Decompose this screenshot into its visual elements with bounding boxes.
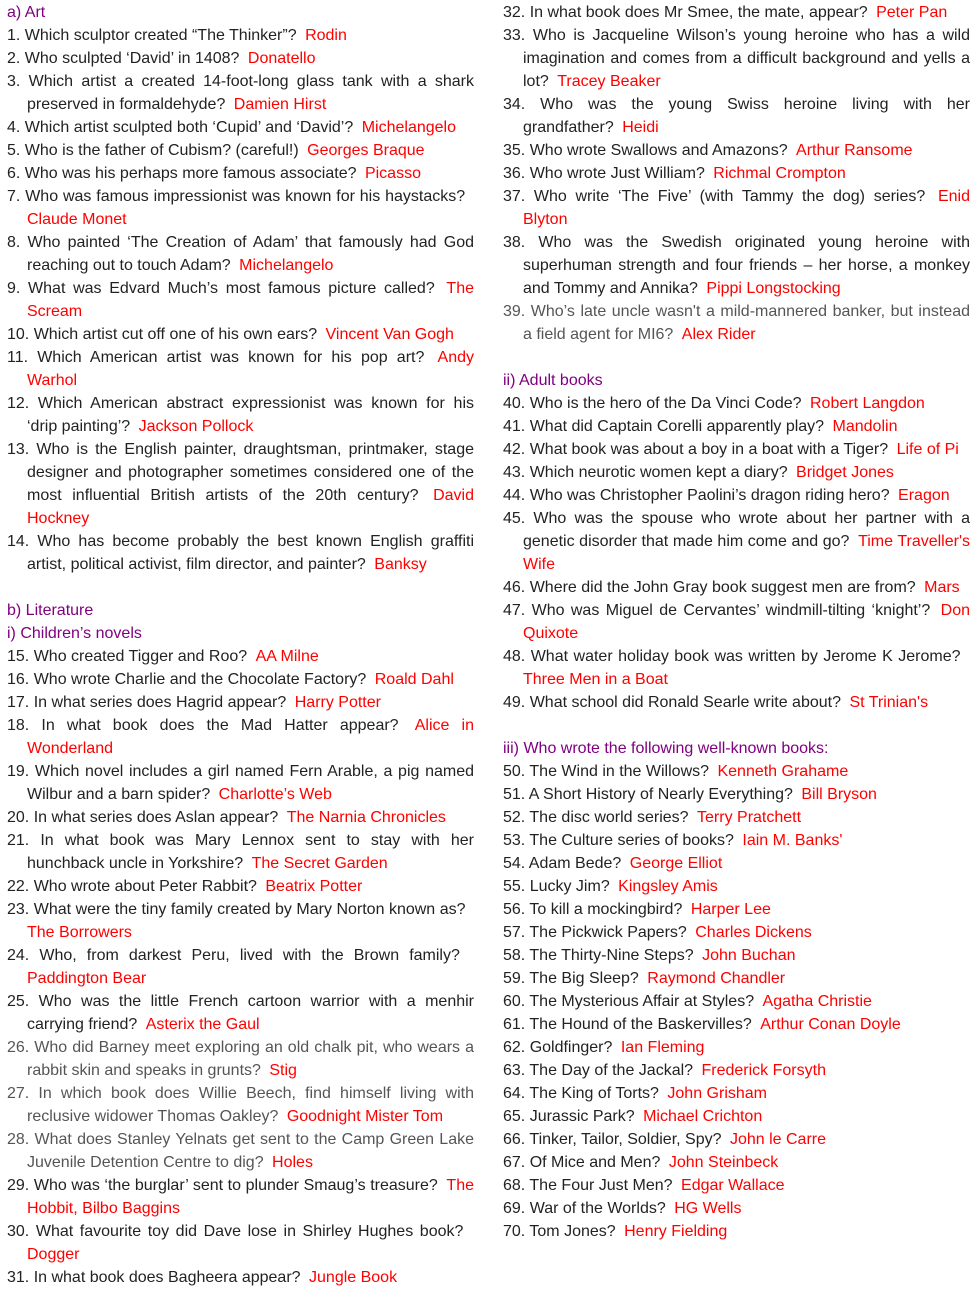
answer-text: John Grisham [667,1085,767,1102]
answer-text: The Hobbit, Bilbo Baggins [27,1177,474,1217]
question-item [503,1,970,24]
question-item [503,576,970,599]
question-item [7,116,474,139]
answer-text: Mandolin [832,418,898,435]
question-text: 3. Which artist a created 14-foot-long glass tank with a shark preserved in formaldehyde? [7,73,474,113]
question-text: 48. What water holiday book was written by Jerome K Jerome? [503,648,961,665]
question-text: 8. Who painted ‘The Creation of Adam’ that famously had God reaching out to touch Adam? [7,234,474,274]
question-item [503,806,970,829]
spacer [7,576,474,599]
answer-text: Roald Dahl [374,671,454,688]
question-text: 6. Who was his perhaps more famous associate? [7,165,357,182]
answer-text: AA Milne [255,648,319,665]
answer-text: Pippi Longstocking [706,280,841,297]
question-item [503,760,970,783]
answer-text: Bridget Jones [796,464,894,481]
answer-text: Alice in Wonderland [27,717,475,757]
answer-text: Charles Dickens [695,924,812,941]
answer-text: The Borrowers [27,924,132,941]
question-text: 1. Which sculptor created “The Thinker”? [7,27,297,44]
question-text: 26. Who did Barney meet exploring an old chalk pit, who wears a rabbit skin and speaks in grunts? [7,1039,474,1079]
question-item [7,185,474,231]
answer-text: Mars [924,579,960,596]
question-text: 59. The Big Sleep? [503,970,639,987]
answer-text: Paddington Bear [27,970,147,987]
question-item [7,231,474,277]
question-text: 44. Who was Christopher Paolini’s dragon riding hero? [503,487,890,504]
answer-text: David Hockney [27,487,474,527]
question-item [503,1128,970,1151]
question-text: 40. Who is the hero of the Da Vinci Code? [503,395,802,412]
question-item [503,300,970,346]
answer-text: Stig [269,1062,297,1079]
question-text: 7. Who was famous impressionist was known for his haystacks? [7,188,466,205]
question-text: 22. Who wrote about Peter Rabbit? [7,878,257,895]
answer-text: John Buchan [702,947,796,964]
question-text: 29. Who was ‘the burglar’ sent to plunder Smaug’s treasure? [7,1177,438,1194]
question-text: 46. Where did the John Gray book suggest men are from? [503,579,916,596]
answer-text: Donatello [247,50,316,67]
question-item [7,530,474,576]
question-text: 32. In what book does Mr Smee, the mate, appear? [503,4,868,21]
question-text: 31. In what book does Bagheera appear? [7,1269,301,1286]
question-item [503,392,970,415]
answer-text: Picasso [364,165,421,182]
section-heading: ii) Adult books [503,372,603,389]
question-text: 58. The Thirty-Nine Steps? [503,947,694,964]
question-text: 49. What school did Ronald Searle write about? [503,694,841,711]
answer-text: Eragon [898,487,950,504]
question-text: 47. Who was Miguel de Cervantes’ windmill-tilting ‘knight’? [503,602,931,619]
question-text: 52. The disc world series? [503,809,689,826]
question-item [7,1266,474,1289]
answer-text: Enid Blyton [523,188,970,228]
question-text: 60. The Mysterious Affair at Styles? [503,993,755,1010]
question-item [7,645,474,668]
question-item [7,1036,474,1082]
question-item [503,24,970,93]
question-text: 50. The Wind in the Willows? [503,763,710,780]
answer-text: Goodnight Mister Tom [286,1108,444,1125]
answer-text: Asterix the Gaul [145,1016,260,1033]
question-item [503,829,970,852]
answer-text: Rodin [305,27,347,44]
answer-text: HG Wells [674,1200,742,1217]
question-text: 64. The King of Torts? [503,1085,659,1102]
answer-text: Vincent Van Gogh [325,326,454,343]
question-text: 51. A Short History of Nearly Everything? [503,786,793,803]
answer-text: The Scream [27,280,474,320]
question-text: 63. The Day of the Jackal? [503,1062,694,1079]
question-item [7,1174,474,1220]
question-item [7,70,474,116]
answer-text: Harry Potter [294,694,381,711]
question-text: 70. Tom Jones? [503,1223,616,1240]
question-item [7,668,474,691]
answer-text: Damien Hirst [233,96,327,113]
question-text: 11. Which American artist was known for his pop art? [7,349,425,366]
answer-text: The Narnia Chronicles [286,809,446,826]
answer-text: Ian Fleming [620,1039,705,1056]
question-text: 34. Who was the young Swiss heroine living with her grandfather? [503,96,970,136]
question-item [7,806,474,829]
question-item [503,1220,970,1243]
answer-text: The Secret Garden [251,855,388,872]
answer-text: Michael Crichton [643,1108,763,1125]
question-text: 56. To kill a mockingbird? [503,901,683,918]
question-text: 16. Who wrote Charlie and the Chocolate Factory? [7,671,367,688]
question-text: 12. Which American abstract expressionist was known for his ‘drip painting’? [7,395,474,435]
answer-text: Three Men in a Boat [523,671,668,688]
question-item [7,47,474,70]
question-text: 30. What favourite toy did Dave lose in Shirley Hughes book? [7,1223,464,1240]
answer-text: Banksy [374,556,427,573]
question-text: 66. Tinker, Tailor, Soldier, Spy? [503,1131,722,1148]
section-heading: b) Literature [7,602,94,619]
question-item [7,691,474,714]
question-item [503,1105,970,1128]
answer-text: Dogger [27,1246,80,1263]
question-text: 25. Who was the little French cartoon warrior with a menhir carrying friend? [7,993,474,1033]
question-item [503,1174,970,1197]
question-item [7,139,474,162]
answer-text: St Trinian's [849,694,929,711]
question-item [503,185,970,231]
question-text: 20. In what series does Aslan appear? [7,809,279,826]
answer-text: Tracey Beaker [557,73,661,90]
question-item [503,921,970,944]
answer-text: John le Carre [729,1131,826,1148]
answer-text: Beatrix Potter [265,878,363,895]
question-text: 33. Who is Jacqueline Wilson’s young heroine who has a wild imagination and comes from a difficult background and yells a lot? [503,27,970,90]
question-text: 28. What does Stanley Yelnats get sent to the Camp Green Lake Juvenile Detention Centre to dig? [7,1131,474,1171]
section-heading: a) Art [7,4,46,21]
question-text: 24. Who, from darkest Peru, lived with the Brown family? [7,947,460,964]
answer-text: Michelangelo [361,119,456,136]
question-item [7,714,474,760]
question-item [503,507,970,576]
answer-text: Holes [272,1154,313,1171]
answer-text: Kingsley Amis [618,878,718,895]
question-text: 57. The Pickwick Papers? [503,924,687,941]
question-text: 53. The Culture series of books? [503,832,734,849]
question-item [503,1151,970,1174]
question-item [503,139,970,162]
question-text: 61. The Hound of the Baskervilles? [503,1016,752,1033]
question-item [503,93,970,139]
question-text: 39. Who’s late uncle wasn't a mild-mannered banker, but instead a field agent for MI6? [503,303,970,343]
answer-text: John Steinbeck [668,1154,779,1171]
answer-text: Edgar Wallace [681,1177,785,1194]
question-item [7,438,474,530]
answer-text: Time Traveller's Wife [523,533,971,573]
question-item [7,162,474,185]
question-text: 41. What did Captain Corelli apparently play? [503,418,825,435]
question-item [7,1220,474,1266]
question-text: 15. Who created Tigger and Roo? [7,648,248,665]
answer-text: Arthur Ransome [796,142,913,159]
question-item [503,484,970,507]
answer-text: Richmal Crompton [713,165,846,182]
question-item [7,1128,474,1174]
question-item [503,783,970,806]
question-item [503,461,970,484]
question-text: 5. Who is the father of Cubism? (careful!) [7,142,299,159]
question-text: 38. Who was the Swedish originated young heroine with superhuman strength and four friends – her horse, a monkey and Tommy and Annika? [503,234,970,297]
question-text: 55. Lucky Jim? [503,878,610,895]
question-item [503,1059,970,1082]
question-item [503,599,970,645]
question-text: 68. The Four Just Men? [503,1177,673,1194]
answer-text: Harper Lee [690,901,771,918]
question-text: 9. What was Edvard Much’s most famous picture called? [7,280,435,297]
question-text: 18. In what book does the Mad Hatter appear? [7,717,399,734]
answer-text: Alex Rider [681,326,756,343]
question-item [7,760,474,806]
question-text: 69. War of the Worlds? [503,1200,666,1217]
question-text: 10. Which artist cut off one of his own ears? [7,326,318,343]
answer-text: Peter Pan [876,4,948,21]
question-item [7,944,474,990]
section-heading: i) Children’s novels [7,625,142,642]
question-item [503,415,970,438]
question-text: 14. Who has become probably the best known English graffiti artist, political activist, film director, and painter? [7,533,474,573]
question-item [7,392,474,438]
question-text: 27. In which book does Willie Beech, find himself living with reclusive widower Thomas Oakley? [7,1085,474,1125]
question-item [503,1013,970,1036]
answer-text: Terry Pratchett [697,809,802,826]
answer-text: Henry Fielding [624,1223,728,1240]
spacer [503,346,970,369]
question-item [7,346,474,392]
answer-text: Jungle Book [309,1269,398,1286]
question-text: 2. Who sculpted ‘David’ in 1408? [7,50,240,67]
question-text: 13. Who is the English painter, draughtsman, printmaker, stage designer and photographer sometimes considered one of the most influential British artists of the 20th century? [7,441,474,504]
answer-text: Robert Langdon [810,395,925,412]
question-item [7,875,474,898]
answer-text: Heidi [622,119,659,136]
question-item [503,231,970,300]
question-text: 62. Goldfinger? [503,1039,613,1056]
section-heading: iii) Who wrote the following well-known books: [503,740,829,757]
answer-text: Frederick Forsyth [701,1062,826,1079]
question-item [503,1082,970,1105]
question-text: 4. Which artist sculpted both ‘Cupid’ and ‘David’? [7,119,354,136]
question-text: 54. Adam Bede? [503,855,622,872]
question-item [7,1082,474,1128]
question-text: 45. Who was the spouse who wrote about her partner with a genetic disorder that made him come and go? [503,510,970,550]
answer-text: Arthur Conan Doyle [760,1016,901,1033]
question-text: 37. Who write ‘The Five’ (with Tammy the dog) series? [503,188,926,205]
spacer [503,714,970,737]
question-item [503,1036,970,1059]
question-item [503,1197,970,1220]
question-item [7,898,474,944]
answer-text: Kenneth Grahame [717,763,849,780]
question-item [503,875,970,898]
question-text: 35. Who wrote Swallows and Amazons? [503,142,788,159]
answer-text: Andy Warhol [27,349,474,389]
question-item [503,438,970,461]
right-column [503,1,970,1243]
question-item [503,162,970,185]
question-item [7,277,474,323]
question-item [503,852,970,875]
answer-text: Jackson Pollock [138,418,254,435]
question-item [503,898,970,921]
question-item [7,323,474,346]
question-text: 21. In what book was Mary Lennox sent to stay with her hunchback uncle in Yorkshire? [7,832,474,872]
question-item [7,829,474,875]
question-item [7,24,474,47]
answer-text: Raymond Chandler [647,970,786,987]
left-column [7,1,474,1289]
question-text: 17. In what series does Hagrid appear? [7,694,287,711]
answer-text: Iain M. Banks' [742,832,843,849]
question-text: 67. Of Mice and Men? [503,1154,661,1171]
question-text: 23. What were the tiny family created by Mary Norton known as? [7,901,466,918]
question-item [503,944,970,967]
answer-text: Agatha Christie [762,993,872,1010]
answer-text: Claude Monet [27,211,127,228]
answer-text: Don Quixote [523,602,970,642]
question-item [503,691,970,714]
question-text: 19. Which novel includes a girl named Fern Arable, a pig named Wilbur and a barn spider? [7,763,474,803]
question-text: 43. Which neurotic women kept a diary? [503,464,788,481]
question-item [503,967,970,990]
question-text: 36. Who wrote Just William? [503,165,705,182]
answer-text: Georges Braque [307,142,425,159]
question-text: 65. Jurassic Park? [503,1108,635,1125]
answer-text: Life of Pi [896,441,959,458]
question-item [7,990,474,1036]
question-text: 42. What book was about a boy in a boat with a Tiger? [503,441,889,458]
question-item [503,645,970,691]
answer-text: George Elliot [629,855,723,872]
answer-text: Bill Bryson [801,786,877,803]
question-item [503,990,970,1013]
answer-text: Charlotte’s Web [218,786,332,803]
answer-text: Michelangelo [239,257,334,274]
